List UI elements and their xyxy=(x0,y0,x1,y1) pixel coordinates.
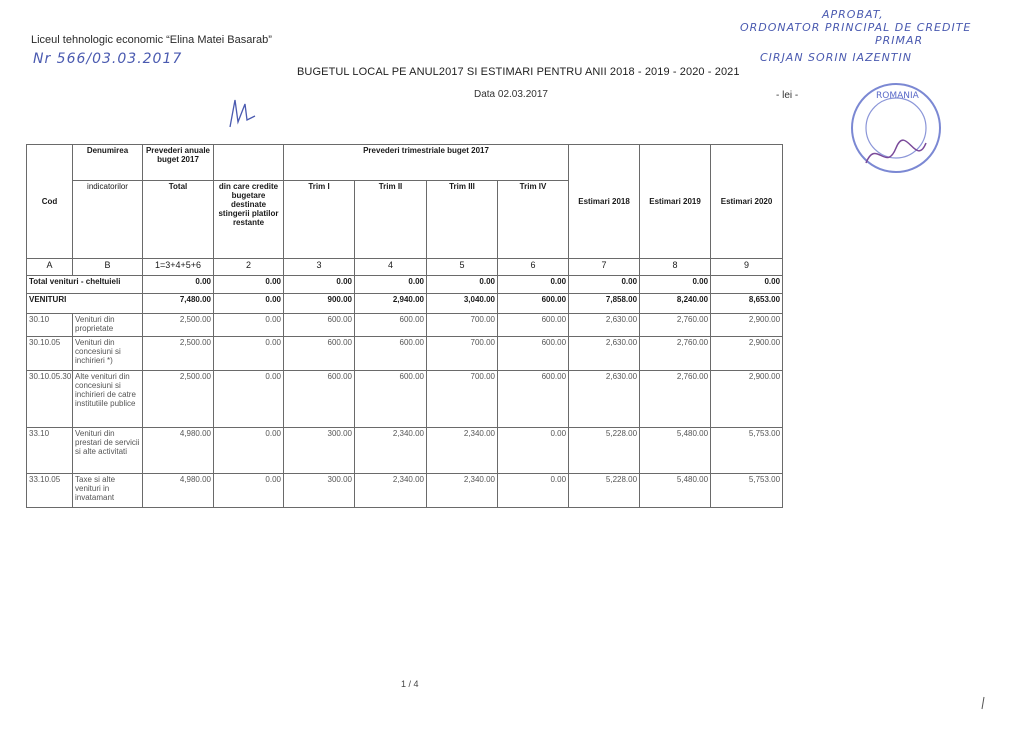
cell-trim-3: 3,040.00 xyxy=(427,294,498,314)
header-total: Total xyxy=(143,181,214,259)
cell-trim-1: 600.00 xyxy=(284,371,355,428)
cell-est-2019: 5,480.00 xyxy=(640,428,711,474)
header-trim-1: Trim I xyxy=(284,181,355,259)
index-cell: B xyxy=(73,259,143,276)
cell-denumire: Venituri din proprietate xyxy=(73,314,143,337)
header-prevederi-anuale: Prevederi anuale buget 2017 xyxy=(143,145,214,181)
cell-restante: 0.00 xyxy=(214,371,284,428)
index-row xyxy=(27,259,783,276)
cell-cod: 30.10.05.30 xyxy=(27,371,73,428)
cell-total: 2,500.00 xyxy=(143,337,214,371)
page-number: 1 / 4 xyxy=(401,679,419,689)
header-din-care: din care credite bugetare destinate stingerii platilor restante xyxy=(214,181,284,259)
signature xyxy=(220,92,270,132)
header-trim-3: Trim III xyxy=(427,181,498,259)
cell-restante: 0.00 xyxy=(214,474,284,508)
cell-total: 4,980.00 xyxy=(143,428,214,474)
cell-trim-2: 600.00 xyxy=(355,314,427,337)
row-label: Total venituri - cheltuieli xyxy=(27,276,143,294)
cell-trim-3: 700.00 xyxy=(427,337,498,371)
cell-est-2018: 2,630.00 xyxy=(569,314,640,337)
cell-est-2020: 2,900.00 xyxy=(711,337,783,371)
cell-est-2018: 5,228.00 xyxy=(569,474,640,508)
cell-est-2018: 2,630.00 xyxy=(569,337,640,371)
header-estimari-2018: Estimari 2018 xyxy=(569,145,640,259)
cell-restante: 0.00 xyxy=(214,294,284,314)
table-row xyxy=(27,371,783,428)
index-cell: 2 xyxy=(214,259,284,276)
cell-total: 0.00 xyxy=(143,276,214,294)
cell-trim-3: 700.00 xyxy=(427,314,498,337)
cell-trim-3: 700.00 xyxy=(427,371,498,428)
cell-est-2020: 5,753.00 xyxy=(711,428,783,474)
header-indicatorilor: indicatorilor xyxy=(73,181,143,259)
cell-est-2018: 5,228.00 xyxy=(569,428,640,474)
header-blank xyxy=(214,145,284,181)
margin-mark xyxy=(980,696,986,710)
cell-est-2019: 5,480.00 xyxy=(640,474,711,508)
cell-restante: 0.00 xyxy=(214,337,284,371)
cell-denumire: Venituri din concesiuni si inchirieri *) xyxy=(73,337,143,371)
approval-line-1: APROBAT, xyxy=(822,8,884,21)
cell-trim-1: 300.00 xyxy=(284,474,355,508)
cell-restante: 0.00 xyxy=(214,314,284,337)
institution-name: Liceul tehnologic economic “Elina Matei Basarab” xyxy=(31,34,272,46)
cell-est-2019: 2,760.00 xyxy=(640,371,711,428)
currency-unit: - lei - xyxy=(776,90,799,101)
cell-denumire: Alte venituri din concesiuni si inchirieri de catre institutiile publice xyxy=(73,371,143,428)
cell-trim-2: 2,340.00 xyxy=(355,474,427,508)
header-cod: Cod xyxy=(27,145,73,259)
cell-trim-2: 0.00 xyxy=(355,276,427,294)
cell-est-2019: 2,760.00 xyxy=(640,337,711,371)
cell-est-2020: 2,900.00 xyxy=(711,314,783,337)
cell-restante: 0.00 xyxy=(214,276,284,294)
cell-trim-4: 600.00 xyxy=(498,337,569,371)
cell-trim-1: 900.00 xyxy=(284,294,355,314)
index-cell: 6 xyxy=(498,259,569,276)
cell-total: 7,480.00 xyxy=(143,294,214,314)
cell-trim-2: 600.00 xyxy=(355,371,427,428)
cell-est-2020: 5,753.00 xyxy=(711,474,783,508)
table-row xyxy=(27,428,783,474)
index-cell: 3 xyxy=(284,259,355,276)
stamp-text: ROMANIA xyxy=(876,91,919,101)
cell-total: 2,500.00 xyxy=(143,314,214,337)
index-cell: 7 xyxy=(569,259,640,276)
cell-cod: 30.10.05 xyxy=(27,337,73,371)
cell-est-2020: 8,653.00 xyxy=(711,294,783,314)
cell-trim-2: 600.00 xyxy=(355,337,427,371)
cell-trim-1: 300.00 xyxy=(284,428,355,474)
cell-trim-3: 2,340.00 xyxy=(427,474,498,508)
cell-est-2018: 0.00 xyxy=(569,276,640,294)
cell-total: 4,980.00 xyxy=(143,474,214,508)
cell-est-2018: 7,858.00 xyxy=(569,294,640,314)
cell-trim-3: 2,340.00 xyxy=(427,428,498,474)
header-prevederi-trimestriale: Prevederi trimestriale buget 2017 xyxy=(284,145,569,181)
cell-trim-4: 600.00 xyxy=(498,314,569,337)
cell-trim-1: 600.00 xyxy=(284,314,355,337)
header-trim-2: Trim II xyxy=(355,181,427,259)
row-label: VENITURI xyxy=(27,294,143,314)
cell-est-2019: 0.00 xyxy=(640,276,711,294)
document-date: Data 02.03.2017 xyxy=(474,89,548,100)
cell-restante: 0.00 xyxy=(214,428,284,474)
cell-cod: 33.10 xyxy=(27,428,73,474)
budget-table xyxy=(26,144,783,508)
cell-cod: 30.10 xyxy=(27,314,73,337)
cell-denumire: Taxe si alte venituri in invatamant xyxy=(73,474,143,508)
cell-est-2019: 8,240.00 xyxy=(640,294,711,314)
cell-trim-4: 0.00 xyxy=(498,428,569,474)
table-row xyxy=(27,474,783,508)
header-estimari-2020: Estimari 2020 xyxy=(711,145,783,259)
approval-line-2: ORDONATOR PRINCIPAL DE CREDITE xyxy=(740,21,972,34)
cell-total: 2,500.00 xyxy=(143,371,214,428)
official-stamp xyxy=(846,78,946,178)
cell-est-2019: 2,760.00 xyxy=(640,314,711,337)
index-cell: 1=3+4+5+6 xyxy=(143,259,214,276)
header-estimari-2019: Estimari 2019 xyxy=(640,145,711,259)
cell-trim-4: 0.00 xyxy=(498,276,569,294)
cell-trim-4: 600.00 xyxy=(498,294,569,314)
cell-est-2018: 2,630.00 xyxy=(569,371,640,428)
cell-cod: 33.10.05 xyxy=(27,474,73,508)
approval-line-3: PRIMAR xyxy=(875,34,924,47)
document-title: BUGETUL LOCAL PE ANUL2017 SI ESTIMARI PENTRU ANII 2018 - 2019 - 2020 - 2021 xyxy=(297,66,740,78)
cell-trim-3: 0.00 xyxy=(427,276,498,294)
cell-trim-4: 0.00 xyxy=(498,474,569,508)
approval-line-4: CIRJAN SORIN IAZENTIN xyxy=(760,51,912,64)
table-row xyxy=(27,314,783,337)
index-cell: 5 xyxy=(427,259,498,276)
cell-trim-1: 600.00 xyxy=(284,337,355,371)
index-cell: 4 xyxy=(355,259,427,276)
cell-denumire: Venituri din prestari de servicii si alte activitati xyxy=(73,428,143,474)
header-trim-4: Trim IV xyxy=(498,181,569,259)
table-row xyxy=(27,294,783,314)
table-row xyxy=(27,276,783,294)
registration-number: Nr 566/03.03.2017 xyxy=(33,51,183,67)
cell-est-2020: 2,900.00 xyxy=(711,371,783,428)
cell-trim-2: 2,940.00 xyxy=(355,294,427,314)
approval-block xyxy=(735,8,1020,64)
cell-trim-2: 2,340.00 xyxy=(355,428,427,474)
index-cell: 8 xyxy=(640,259,711,276)
cell-est-2020: 0.00 xyxy=(711,276,783,294)
table-row xyxy=(27,337,783,371)
header-denumirea: Denumirea xyxy=(73,145,143,181)
index-cell: 9 xyxy=(711,259,783,276)
cell-trim-1: 0.00 xyxy=(284,276,355,294)
index-cell: A xyxy=(27,259,73,276)
cell-trim-4: 600.00 xyxy=(498,371,569,428)
